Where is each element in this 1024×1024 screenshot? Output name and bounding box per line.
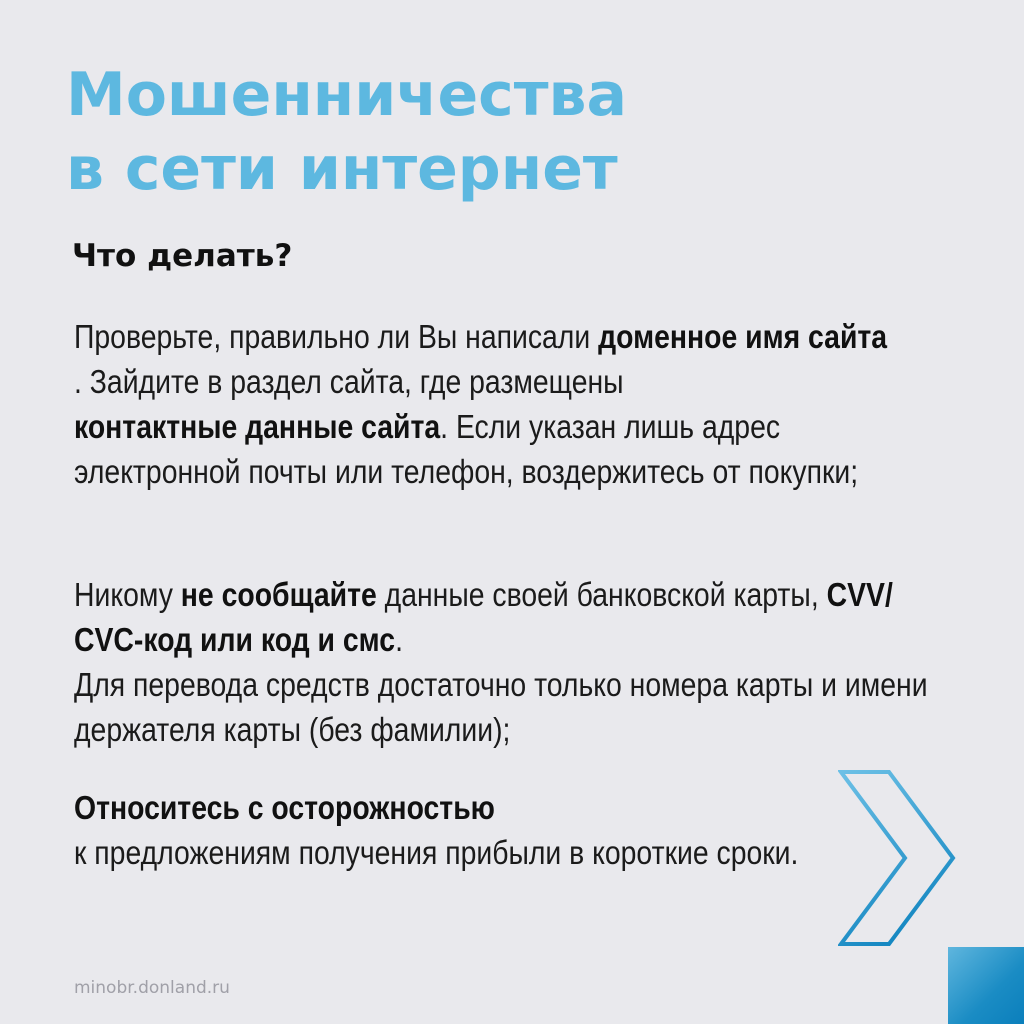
- emphasis-contact-data: контактные данные сайта: [74, 408, 441, 445]
- advice-paragraph-caution: [74, 785, 934, 875]
- corner-gradient-block: [948, 947, 1024, 1024]
- advice-paragraph-card: [74, 572, 934, 752]
- emphasis-caution: Относитесь с осторожностью: [74, 789, 495, 826]
- title-line-1: Мошенничества: [66, 60, 627, 130]
- text-segment: Никому: [74, 576, 181, 613]
- text-segment: Проверьте, правильно ли Вы написали: [74, 318, 599, 355]
- section-heading: Что делать?: [72, 238, 293, 274]
- website-url: minobr.donland.ru: [74, 978, 230, 998]
- text-segment: .: [395, 621, 403, 658]
- text-segment: к предложениям получения прибыли в короткие сроки.: [74, 834, 799, 871]
- emphasis-domain-name: доменное имя сайта: [598, 318, 888, 355]
- emphasis-cvv-code: CVV/ CVC-код или код и смс: [74, 576, 893, 658]
- title-line-2: в сети интернет: [66, 134, 618, 204]
- text-segment: данные своей банковской карты,: [376, 576, 827, 613]
- text-segment: Для перевода средств достаточно только номера карты и имени держателя карты (без фамилии);: [74, 666, 928, 748]
- advice-paragraph-domain: [74, 314, 934, 494]
- emphasis-do-not-share: не сообщайте: [180, 576, 377, 613]
- text-segment: . Зайдите в раздел сайта, где размещены: [74, 363, 624, 400]
- text-segment: . Если указан лишь адрес электронной почты или телефон, воздержитесь от покупки;: [74, 408, 859, 490]
- chevron-right-outline-icon: [838, 770, 958, 950]
- page-title: [66, 58, 627, 206]
